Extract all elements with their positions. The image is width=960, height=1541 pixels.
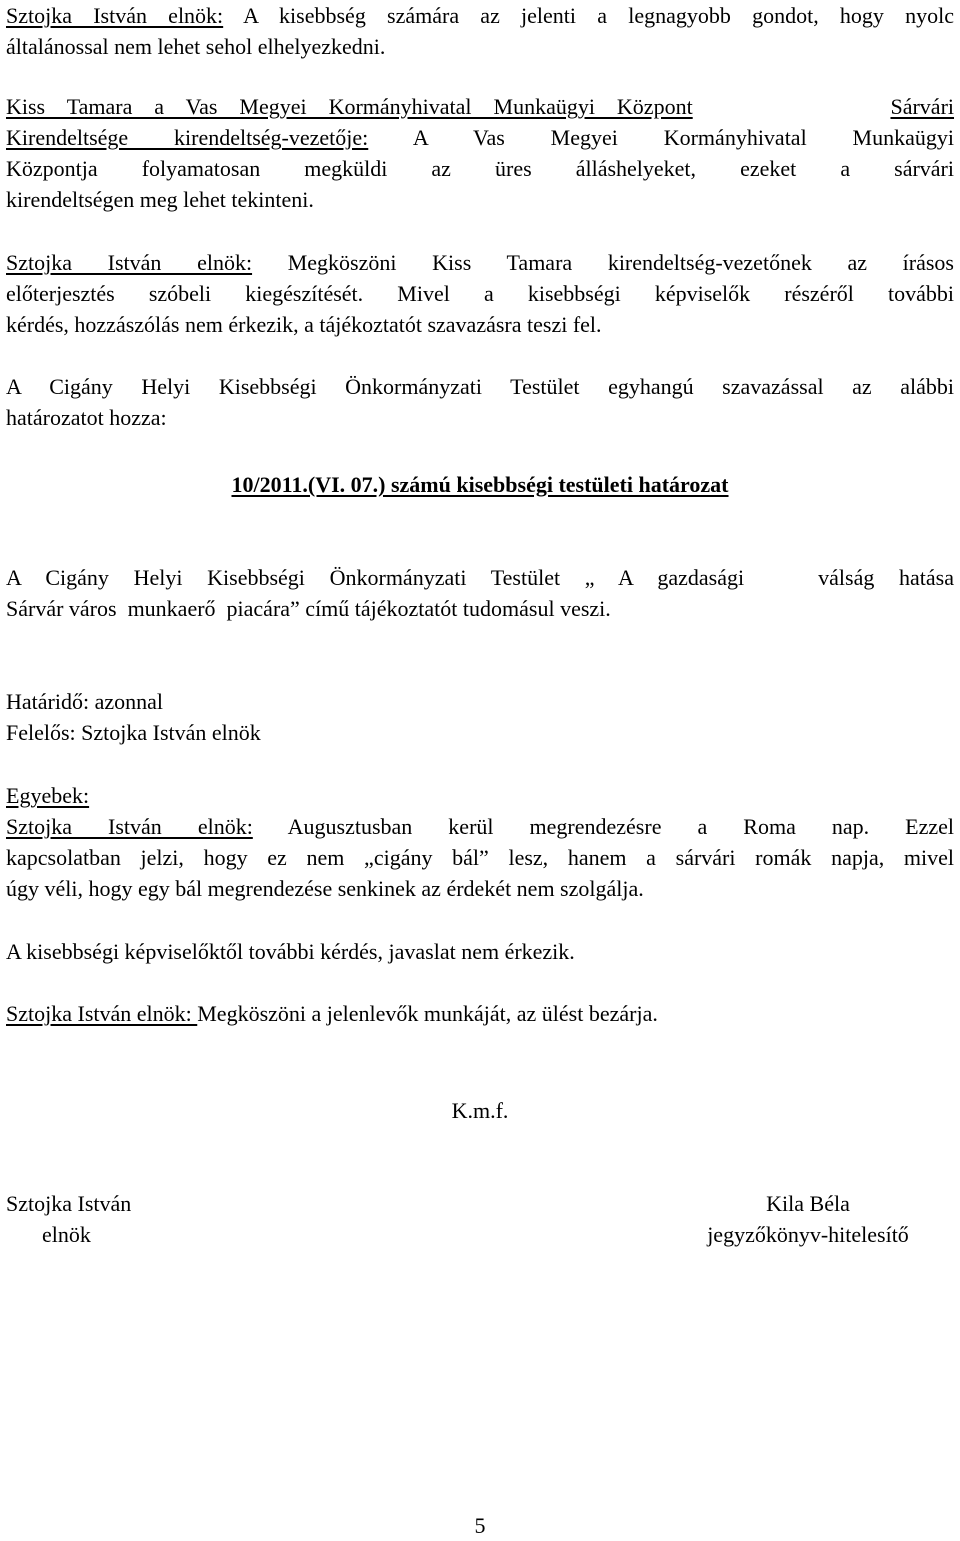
signature-right-name: Kila Béla bbox=[766, 1191, 850, 1216]
speaker-label: Sztojka István elnök: bbox=[6, 1001, 198, 1026]
paragraph-8 bbox=[6, 998, 954, 1029]
resolution-title: 10/2011.(VI. 07.) számú kisebbségi testületi határozat bbox=[231, 472, 729, 497]
paragraph-7-line: A kisebbségi képviselőktől további kérdés, javaslat nem érkezik. bbox=[6, 939, 575, 964]
paragraph-1-line-1: Sztojka István elnök: A kisebbség számára az jelenti a legnagyobb gondot, hogy nyolc bbox=[6, 3, 954, 28]
signature-right bbox=[678, 1188, 938, 1250]
paragraph-3-line-1: Sztojka István elnök: Megköszöni Kiss Tamara kirendeltség-vezetőnek az írásos bbox=[6, 250, 954, 275]
paragraph-5-line-2: Sárvár város munkaerő piacára” című tájékoztatót tudomásul veszi. bbox=[6, 596, 611, 621]
paragraph-8-line: Sztojka István elnök: Megköszöni a jelenlevők munkáját, az ülést bezárja. bbox=[6, 1001, 658, 1026]
paragraph-2 bbox=[6, 91, 954, 215]
deadline-block bbox=[6, 686, 954, 748]
paragraph-2-line-2: Kirendeltsége kirendeltség-vezetője: A Vas Megyei Kormányhivatal Munkaügyi bbox=[6, 125, 954, 150]
paragraph-7 bbox=[6, 936, 954, 967]
paragraph-3-line-3: kérdés, hozzászólás nem érkezik, a tájékoztatót szavazásra teszi fel. bbox=[6, 312, 602, 337]
speaker-label: Sztojka István elnök: bbox=[6, 250, 253, 275]
paragraph-2-line-4: kirendeltségen meg lehet tekinteni. bbox=[6, 187, 314, 212]
paragraph-4-line-1: A Cigány Helyi Kisebbségi Önkormányzati Testület egyhangú szavazással az alábbi bbox=[6, 374, 954, 399]
deadline: Határidő: azonnal bbox=[6, 689, 163, 714]
paragraph-5-line-1: A Cigány Helyi Kisebbségi Önkormányzati Testület „ A gazdasági válság hatása bbox=[6, 565, 954, 590]
responsible: Felelős: Sztojka István elnök bbox=[6, 720, 261, 745]
signature-left bbox=[6, 1188, 131, 1250]
paragraph-3-line-2: előterjesztés szóbeli kiegészítését. Mivel a kisebbségi képviselők részéről további bbox=[6, 281, 954, 306]
paragraph-2-line-1: Kiss Tamara a Vas Megyei Kormányhivatal Munkaügyi Központ Sárvári bbox=[6, 94, 955, 119]
paragraph-2-line-3: Központja folyamatosan megküldi az üres álláshelyeket, ezeket a sárvári bbox=[6, 156, 954, 181]
signature-left-name: Sztojka István bbox=[6, 1191, 132, 1216]
signature-right-title: jegyzőkönyv-hitelesítő bbox=[707, 1222, 909, 1247]
other-heading: Egyebek: bbox=[6, 783, 90, 808]
paragraph-4 bbox=[6, 371, 954, 433]
other-line-3: úgy véli, hogy egy bál megrendezése senkinek az érdekét nem szolgálja. bbox=[6, 876, 644, 901]
other-line-1: Sztojka István elnök: Augusztusban kerül megrendezésre a Roma nap. Ezzel bbox=[6, 814, 954, 839]
paragraph-5 bbox=[6, 562, 954, 624]
speaker-label: Sztojka István elnök: bbox=[6, 814, 253, 839]
other-matters bbox=[6, 780, 954, 904]
paragraph-1 bbox=[6, 0, 954, 62]
paragraph-3 bbox=[6, 247, 954, 340]
signature-left-title: elnök bbox=[42, 1222, 91, 1247]
paragraph-1-line-2: általánossal nem lehet sehol elhelyezkedni. bbox=[6, 34, 386, 59]
paragraph-4-line-2: határozatot hozza: bbox=[6, 405, 167, 430]
other-line-2: kapcsolatban jelzi, hogy ez nem „cigány bál” lesz, hanem a sárvári romák napja, mivel bbox=[6, 845, 954, 870]
kmf: K.m.f. bbox=[451, 1098, 509, 1123]
speaker-label: Kirendeltsége kirendeltség-vezetője: bbox=[6, 125, 369, 150]
page-number: 5 bbox=[474, 1513, 486, 1538]
speaker-label: Sztojka István elnök: bbox=[6, 3, 224, 28]
